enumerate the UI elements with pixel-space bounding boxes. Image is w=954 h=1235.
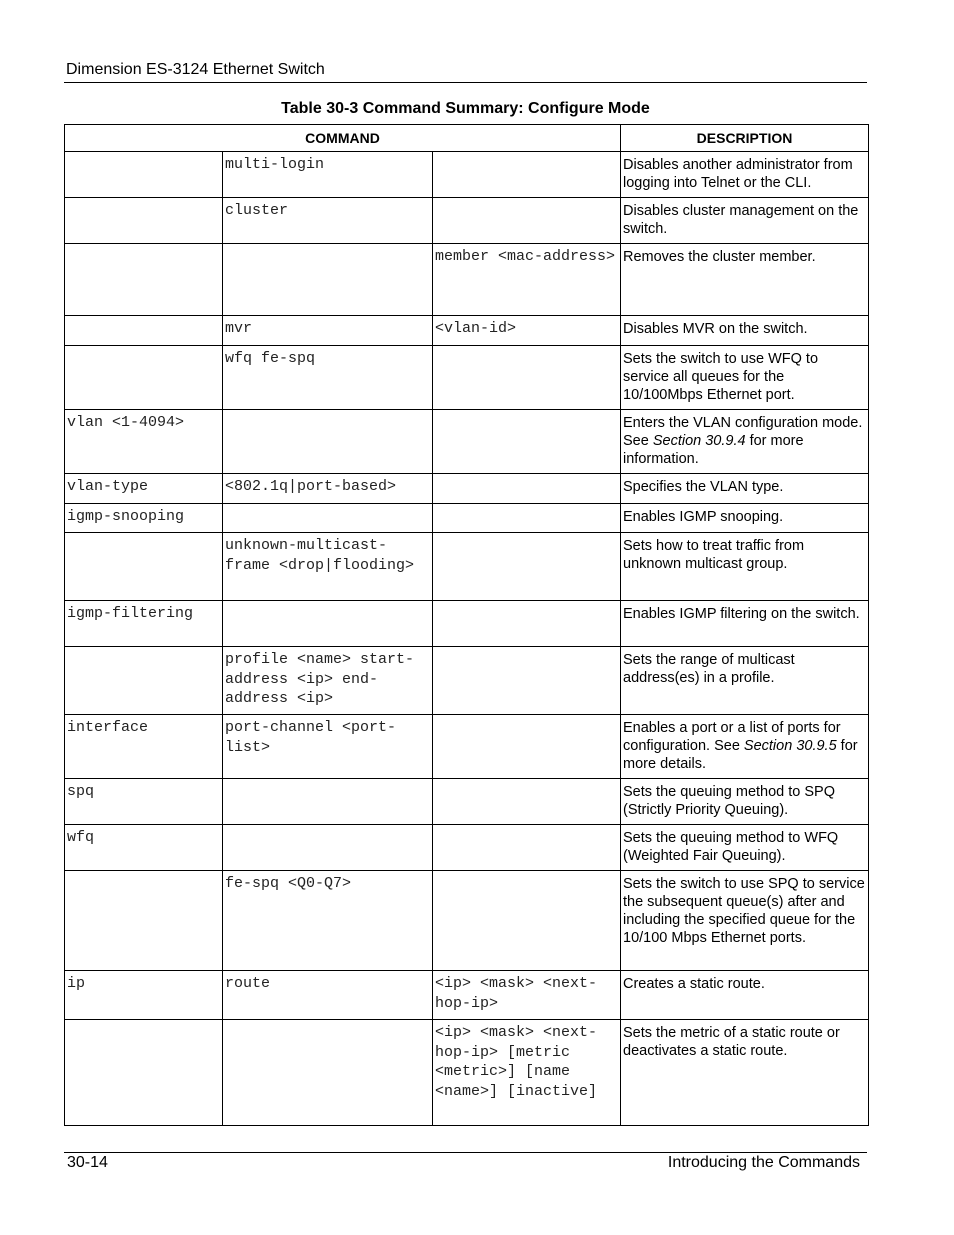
description-text: Enables a port or a list of ports for configuration. See xyxy=(623,720,841,754)
command-summary-table xyxy=(64,124,869,1126)
table-row xyxy=(65,715,869,779)
command-cell-level3: member <mac-address> xyxy=(435,248,616,265)
command-cell-level2: multi-login xyxy=(225,156,325,173)
table-row xyxy=(65,647,869,715)
command-cell-level3 xyxy=(433,504,620,507)
command-cell-level1 xyxy=(65,533,222,536)
command-cell-level2: cluster xyxy=(225,202,289,219)
command-cell-level1: interface xyxy=(67,719,149,736)
description-cell xyxy=(621,410,868,472)
table-row xyxy=(65,1020,869,1126)
command-cell-level1 xyxy=(65,152,222,155)
table-row xyxy=(65,198,869,244)
description-cell: Sets the queuing method to WFQ (Weighted Fair Queuing). xyxy=(623,830,839,864)
command-cell-level2 xyxy=(223,1020,432,1023)
command-cell-level2: route xyxy=(225,975,271,992)
command-cell-level2: fe-spq <Q0-Q7> xyxy=(225,875,352,892)
description-cell: Removes the cluster member. xyxy=(623,249,816,265)
table-caption: Table 30-3 Command Summary: Configure Mode xyxy=(281,100,650,117)
command-cell-level2: <802.1q|port-based> xyxy=(225,478,397,495)
table-row xyxy=(65,244,869,316)
table-row xyxy=(65,474,869,504)
description-cell: Sets the queuing method to SPQ (Strictly Priority Queuing). xyxy=(623,784,835,818)
command-cell-level1: spq xyxy=(67,783,95,800)
command-cell-level2 xyxy=(223,825,432,828)
command-cell-level3 xyxy=(433,871,620,874)
table-row xyxy=(65,871,869,971)
page-number: 30-14 xyxy=(67,1154,108,1171)
section-reference: Section 30.9.5 xyxy=(743,738,837,754)
table-row xyxy=(65,410,869,474)
command-cell-level2: port-channel <port-list> xyxy=(225,719,397,756)
description-cell: Disables cluster management on the switch. xyxy=(623,203,859,237)
command-cell-level1 xyxy=(65,346,222,349)
command-cell-level2: profile <name> start-address <ip> end-address <ip> xyxy=(225,651,415,707)
header-rule xyxy=(64,82,867,83)
command-cell-level1: vlan <1-4094> xyxy=(67,414,185,431)
table-row xyxy=(65,971,869,1020)
command-cell-level3 xyxy=(433,410,620,413)
command-cell-level1 xyxy=(65,244,222,247)
description-cell: Enables IGMP filtering on the switch. xyxy=(623,606,860,622)
table-row xyxy=(65,152,869,198)
description-text: for more details. xyxy=(623,738,858,772)
command-cell-level1: igmp-filtering xyxy=(67,605,194,622)
command-cell-level2 xyxy=(223,410,432,413)
description-cell: Enables IGMP snooping. xyxy=(623,509,784,525)
command-cell-level1 xyxy=(65,198,222,201)
table-row xyxy=(65,779,869,825)
description-cell: Disables another administrator from logging into Telnet or the CLI. xyxy=(623,157,853,191)
command-cell-level2 xyxy=(223,779,432,782)
command-cell-level3 xyxy=(433,715,620,718)
description-cell: Sets the switch to use WFQ to service all queues for the 10/100Mbps Ethernet port. xyxy=(623,351,819,403)
command-column-header: COMMAND xyxy=(65,125,621,152)
command-cell-level3: <ip> <mask> <next-hop-ip> xyxy=(435,975,598,1012)
command-cell-level3: <vlan-id> xyxy=(435,320,517,337)
command-cell-level3 xyxy=(433,825,620,828)
table-row xyxy=(65,316,869,346)
command-cell-level1: vlan-type xyxy=(67,478,149,495)
description-cell: Sets the range of multicast address(es) in a profile. xyxy=(623,652,795,686)
description-cell: Disables MVR on the switch. xyxy=(623,321,808,337)
command-cell-level1 xyxy=(65,316,222,319)
command-cell-level2 xyxy=(223,504,432,507)
command-cell-level1: ip xyxy=(67,975,86,992)
table-row xyxy=(65,601,869,647)
command-cell-level1 xyxy=(65,871,222,874)
command-cell-level3 xyxy=(433,346,620,349)
table-row xyxy=(65,825,869,871)
command-cell-level1: igmp-snooping xyxy=(67,508,185,525)
description-cell: Creates a static route. xyxy=(623,976,765,992)
description-column-header: DESCRIPTION xyxy=(621,125,869,152)
command-cell-level3: <ip> <mask> <next-hop-ip> [metric <metric>] [name <name>] [inactive] xyxy=(435,1024,598,1100)
command-cell-level2 xyxy=(223,601,432,604)
table-header-row xyxy=(65,125,869,152)
description-cell xyxy=(621,715,868,777)
command-cell-level2 xyxy=(223,244,432,247)
command-cell-level1 xyxy=(65,1020,222,1023)
command-cell-level3 xyxy=(433,533,620,536)
command-cell-level3 xyxy=(433,601,620,604)
command-cell-level2: mvr xyxy=(225,320,253,337)
description-text: for more information. xyxy=(623,433,804,467)
command-cell-level3 xyxy=(433,474,620,477)
running-header-title: Dimension ES-3124 Ethernet Switch xyxy=(66,61,325,78)
command-cell-level3 xyxy=(433,198,620,201)
command-cell-level3 xyxy=(433,779,620,782)
description-cell: Specifies the VLAN type. xyxy=(623,479,784,495)
section-reference: Section 30.9.4 xyxy=(652,433,746,449)
description-text: Enters the VLAN configuration mode. See xyxy=(623,415,863,449)
table-row xyxy=(65,533,869,601)
command-cell-level1: wfq xyxy=(67,829,95,846)
description-cell: Sets how to treat traffic from unknown multicast group. xyxy=(623,538,805,572)
table-row xyxy=(65,346,869,410)
command-cell-level2: unknown-multicast-frame <drop|flooding> xyxy=(225,537,415,574)
footer-rule xyxy=(64,1152,867,1153)
chapter-title: Introducing the Commands xyxy=(667,1154,860,1171)
command-cell-level3 xyxy=(433,152,620,155)
table-row xyxy=(65,504,869,533)
command-cell-level1 xyxy=(65,647,222,650)
command-cell-level2: wfq fe-spq xyxy=(225,350,316,367)
description-cell: Sets the metric of a static route or deactivates a static route. xyxy=(623,1025,840,1059)
command-cell-level3 xyxy=(433,647,620,650)
description-cell: Sets the switch to use SPQ to service the subsequent queue(s) after and including the specified queue for the 10/100 Mbps Ethernet ports. xyxy=(623,876,865,946)
